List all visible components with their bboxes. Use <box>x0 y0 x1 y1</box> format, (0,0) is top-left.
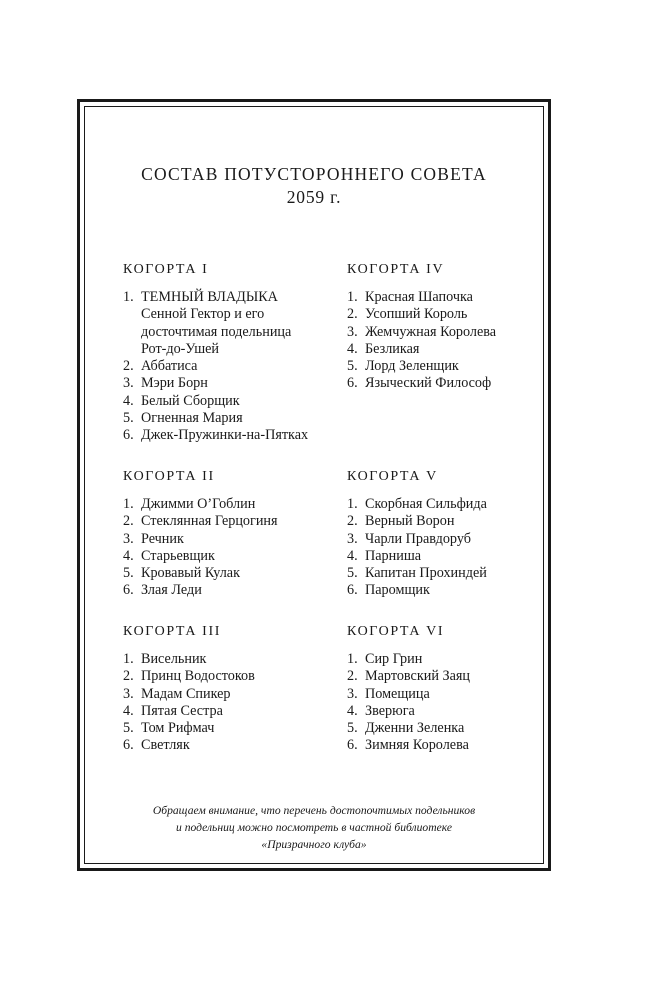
list-item <box>347 720 537 737</box>
item-number: 5. <box>123 410 134 427</box>
cohort-heading: КОГОРТА III <box>123 624 221 639</box>
member-name: Джек-Пружинки-на-Пятках <box>141 427 309 444</box>
member-name: Капитан Прохиндей <box>365 565 487 582</box>
list-item <box>347 582 537 599</box>
member-list <box>347 496 537 600</box>
list-item <box>123 582 333 599</box>
member-name: Языческий Философ <box>365 375 492 392</box>
list-item <box>123 703 333 720</box>
cohort-1 <box>123 261 333 445</box>
member-list <box>123 289 333 445</box>
member-name: Лорд Зеленщик <box>365 358 459 375</box>
member-name: Красная Шапочка <box>365 289 473 305</box>
item-number: 2. <box>347 513 358 530</box>
page-year: 2059 г. <box>286 187 342 207</box>
list-item <box>123 427 333 444</box>
member-name: Чарли Правдоруб <box>365 530 471 547</box>
item-number: 3. <box>347 685 358 702</box>
member-name-line: Сенной Гектор и его <box>141 306 265 323</box>
list-item <box>347 737 537 754</box>
list-item <box>347 375 537 392</box>
member-name: Светляк <box>141 737 190 754</box>
list-item <box>347 565 537 582</box>
list-item <box>347 531 537 548</box>
member-name: Кровавый Кулак <box>141 565 240 582</box>
list-item <box>123 358 333 375</box>
item-number: 2. <box>347 668 358 685</box>
list-item <box>123 393 333 410</box>
cohort-5 <box>347 468 537 600</box>
list-item <box>123 548 333 565</box>
item-number: 1. <box>123 651 134 667</box>
item-number: 4. <box>347 702 358 719</box>
item-number: 1. <box>347 651 358 667</box>
member-name: Парниша <box>365 547 422 564</box>
member-name: Жемчужная Королева <box>365 323 497 340</box>
item-number: 5. <box>347 720 358 737</box>
list-item <box>123 496 333 513</box>
list-item <box>347 324 537 341</box>
member-name: Старьевщик <box>141 547 215 564</box>
list-item <box>347 651 537 668</box>
item-number: 6. <box>347 375 358 392</box>
member-name: Безликая <box>365 340 420 357</box>
item-number: 4. <box>347 340 358 357</box>
item-number: 6. <box>123 737 134 754</box>
cohort-heading: КОГОРТА IV <box>347 262 445 277</box>
item-number: 2. <box>123 358 134 375</box>
member-name: Аббатиса <box>141 358 198 375</box>
item-number: 5. <box>347 358 358 375</box>
list-item <box>123 289 333 358</box>
member-name: Мартовский Заяц <box>365 668 470 685</box>
member-list <box>347 651 537 755</box>
cohort-heading: КОГОРТА I <box>123 262 209 277</box>
member-name: Речник <box>141 530 184 547</box>
cohort-heading: КОГОРТА II <box>123 469 215 484</box>
item-number: 6. <box>347 582 358 599</box>
member-name: Пятая Сестра <box>141 702 223 719</box>
member-name: Мадам Спикер <box>141 685 231 702</box>
item-number: 4. <box>123 702 134 719</box>
item-number: 4. <box>123 392 134 409</box>
list-item <box>347 496 537 513</box>
note-line: и подельниц можно посмотреть в частной библиотеке <box>176 821 452 834</box>
list-item <box>347 668 537 685</box>
member-name: Усопший Король <box>365 306 468 323</box>
cohort-heading: КОГОРТА VI <box>347 624 445 639</box>
item-number: 1. <box>123 289 134 305</box>
member-name-line: Рот-до-Ушей <box>141 340 220 357</box>
list-item <box>347 358 537 375</box>
member-list <box>123 496 333 600</box>
list-item <box>347 686 537 703</box>
member-list <box>123 651 333 755</box>
member-name: Злая Леди <box>141 582 202 599</box>
item-number: 2. <box>347 306 358 323</box>
library-note <box>84 802 544 853</box>
list-item <box>347 289 537 306</box>
list-item <box>123 410 333 427</box>
list-item <box>347 341 537 358</box>
item-number: 6. <box>123 582 134 599</box>
note-line: Обращаем внимание, что перечень достопочтимых подельников <box>152 804 476 817</box>
item-number: 6. <box>347 737 358 754</box>
member-name: Висельник <box>141 651 207 667</box>
member-name: Скорбная Сильфида <box>365 496 487 512</box>
member-name: Огненная Мария <box>141 410 243 427</box>
item-number: 1. <box>347 289 358 305</box>
member-name: Помещица <box>365 685 430 702</box>
member-name: Принц Водостоков <box>141 668 255 685</box>
member-name-line: досточтимая подельница <box>141 323 292 340</box>
item-number: 3. <box>347 323 358 340</box>
list-item <box>123 375 333 392</box>
item-number: 1. <box>123 496 134 512</box>
list-item <box>123 720 333 737</box>
item-number: 5. <box>123 565 134 582</box>
item-number: 1. <box>347 496 358 512</box>
page-title: СОСТАВ ПОТУСТОРОННЕГО СОВЕТА <box>141 164 487 184</box>
list-item <box>347 513 537 530</box>
item-number: 4. <box>123 547 134 564</box>
member-name: Стеклянная Герцогиня <box>141 513 278 530</box>
member-name: Белый Сборщик <box>141 392 240 409</box>
item-number: 6. <box>123 427 134 444</box>
member-name: Джимми О’Гоблин <box>141 496 256 512</box>
member-name-line: ТЕМНЫЙ ВЛАДЫКА <box>141 289 278 305</box>
member-name: Верный Ворон <box>365 513 455 530</box>
member-name: Паромщик <box>365 582 430 599</box>
list-item <box>347 703 537 720</box>
list-item <box>123 668 333 685</box>
member-name: Зимняя Королева <box>365 737 469 754</box>
item-number: 4. <box>347 547 358 564</box>
note-line: «Призрачного клуба» <box>261 838 367 851</box>
member-name: Дженни Зеленка <box>365 720 465 737</box>
list-item <box>123 531 333 548</box>
member-name: Зверюга <box>365 702 415 719</box>
item-number: 3. <box>347 530 358 547</box>
list-item <box>123 686 333 703</box>
list-item <box>347 306 537 323</box>
member-name: Том Рифмач <box>141 720 215 737</box>
item-number: 3. <box>123 375 134 392</box>
list-item <box>123 651 333 668</box>
list-item <box>123 513 333 530</box>
list-item <box>347 548 537 565</box>
member-name: Мэри Борн <box>141 375 208 392</box>
cohort-3 <box>123 623 333 755</box>
cohort-4 <box>347 261 537 393</box>
list-item <box>123 565 333 582</box>
member-list <box>347 289 537 393</box>
item-number: 2. <box>123 668 134 685</box>
list-item <box>123 737 333 754</box>
item-number: 5. <box>347 565 358 582</box>
member-name <box>141 289 333 358</box>
cohort-2 <box>123 468 333 600</box>
item-number: 3. <box>123 530 134 547</box>
member-name: Сир Грин <box>365 651 423 667</box>
cohort-heading: КОГОРТА V <box>347 469 438 484</box>
item-number: 5. <box>123 720 134 737</box>
item-number: 3. <box>123 685 134 702</box>
cohort-6 <box>347 623 537 755</box>
item-number: 2. <box>123 513 134 530</box>
